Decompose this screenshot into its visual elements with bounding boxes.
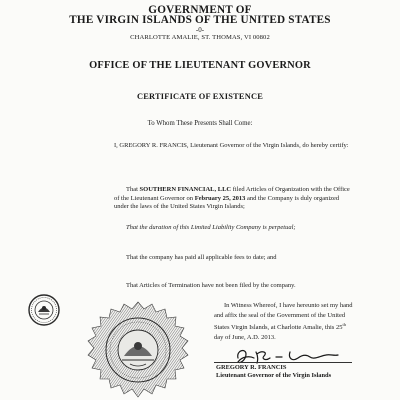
filing-date: February 25, 2013 bbox=[194, 194, 246, 202]
termination-paragraph: That Articles of Termination have not been filed by the company. bbox=[126, 282, 296, 289]
filed-paragraph bbox=[114, 186, 354, 212]
header-separator: -0- bbox=[195, 26, 205, 34]
handwritten-signature-icon bbox=[232, 346, 342, 366]
filed-suffix: and the Company is duly organized under the laws of the United States Virgin Islands; bbox=[114, 194, 340, 211]
day-ordinal: th bbox=[342, 322, 346, 328]
signatory-name: GREGORY R. FRANCIS bbox=[216, 364, 287, 371]
header-line-1: GOVERNMENT OF bbox=[148, 4, 252, 16]
filed-middle: filed Articles of Organization with the Office of the Lieutenant Governor on bbox=[114, 186, 350, 202]
witness-text-end: day of June, A.D. 2013. bbox=[214, 333, 276, 341]
witness-paragraph bbox=[214, 301, 356, 343]
company-name: SOUTHERN FINANCIAL, LLC bbox=[139, 186, 232, 193]
signatory-title: Lieutenant Governor of the Virgin Islands bbox=[216, 372, 332, 379]
filed-prefix: That bbox=[126, 186, 140, 193]
office-title: OFFICE OF THE LIEUTENANT GOVERNOR bbox=[89, 60, 311, 71]
witness-text: In Witness Whereof, I have hereunto set my hand and affix the seal of the Government of the United States Virgin Islands, at Charlotte Amalie, this 25 bbox=[214, 302, 353, 332]
signature-line bbox=[214, 362, 352, 363]
header-line-2: THE VIRGIN ISLANDS OF THE UNITED STATES bbox=[69, 14, 331, 26]
certificate-title: CERTIFICATE OF EXISTENCE bbox=[137, 92, 263, 101]
duration-paragraph: That the duration of this Limited Liability Company is perpetual; bbox=[126, 224, 296, 231]
salutation: To Whom These Presents Shall Come: bbox=[147, 120, 253, 127]
fees-paragraph: That the company has paid all applicable fees to date; and bbox=[126, 254, 277, 261]
government-seal-icon bbox=[86, 300, 190, 400]
small-seal-icon bbox=[28, 294, 60, 326]
header-address: CHARLOTTE AMALIE, ST. THOMAS, VI 00802 bbox=[130, 34, 270, 41]
intro-paragraph: I, GREGORY R. FRANCIS, Lieutenant Governor of the Virgin Islands, do hereby certify: bbox=[114, 142, 349, 149]
